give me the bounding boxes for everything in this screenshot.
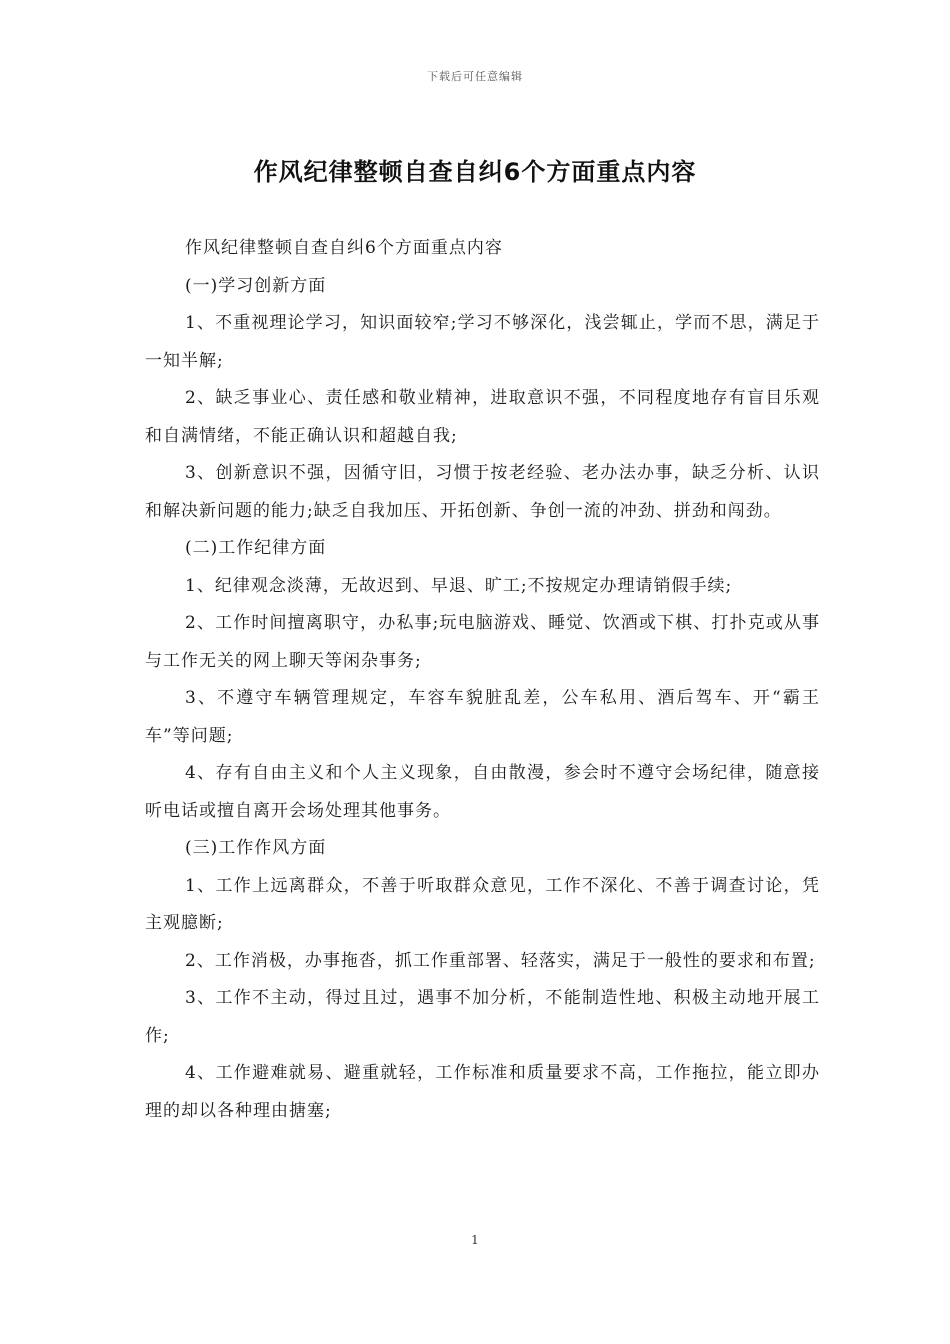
section-heading-work-style: (三)工作作风方面 (185, 838, 327, 858)
document-body (145, 230, 820, 1130)
section-heading-study-innovation: (一)学习创新方面 (185, 275, 327, 296)
list-item: 2、缺乏事业心、责任感和敬业精神，进取意识不强，不同程度地存有盲目乐观和自满情绪，不能正确认识和超越自我; (145, 388, 820, 446)
list-item: 1、工作上远离群众，不善于听取群众意见，工作不深化、不善于调查讨论，凭主观臆断; (145, 875, 820, 933)
section-heading-work-discipline: (二)工作纪律方面 (185, 538, 327, 558)
list-item: 4、工作避难就易、避重就轻，工作标准和质量要求不高，工作拖拉，能立即办理的却以各种理由搪塞; (145, 1063, 820, 1121)
list-item: 1、纪律观念淡薄，无故迟到、早退、旷工;不按规定办理请销假手续; (185, 575, 733, 596)
list-item: 2、工作消极，办事拖沓，抓工作重部署、轻落实，满足于一般性的要求和布置; (185, 950, 816, 971)
list-item: 4、存有自由主义和个人主义现象，自由散漫，参会时不遵守会场纪律，随意接听电话或擅自离开会场处理其他事务。 (145, 763, 820, 821)
list-item: 1、不重视理论学习，知识面较窄;学习不够深化，浅尝辄止，学而不思，满足于一知半解; (145, 313, 820, 371)
list-item: 3、工作不主动，得过且过，遇事不加分析，不能制造性地、积极主动地开展工作; (145, 988, 820, 1046)
header-note: 下载后可任意编辑 (427, 70, 523, 83)
paragraph-intro: 作风纪律整顿自查自纠6个方面重点内容 (185, 238, 503, 258)
document-title: 作风纪律整顿自查自纠6个方面重点内容 (253, 158, 697, 186)
list-item: 3、不遵守车辆管理规定，车容车貌脏乱差，公车私用、酒后驾车、开“霸王车”等问题; (145, 688, 820, 746)
list-item: 3、创新意识不强，因循守旧，习惯于按老经验、老办法办事，缺乏分析、认识和解决新问题的能力;缺乏自我加压、开拓创新、争创一流的冲劲、拼劲和闯劲。 (145, 463, 820, 521)
list-item: 2、工作时间擅离职守，办私事;玩电脑游戏、睡觉、饮酒或下棋、打扑克或从事与工作无关的网上聊天等闲杂事务; (145, 613, 820, 671)
page-number: 1 (471, 1233, 479, 1247)
